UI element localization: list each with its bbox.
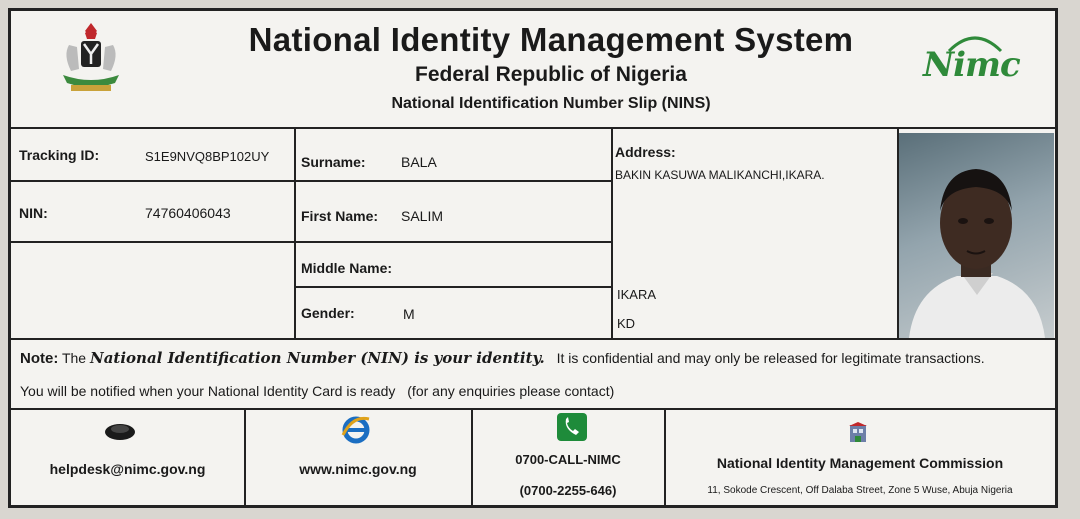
phone-digits: (0700-2255-646) — [519, 483, 617, 498]
note-emphasis: National Identification Number (NIN) is your identity. — [89, 349, 545, 367]
building-icon — [847, 421, 869, 443]
page-title: National Identity Management System — [248, 21, 854, 58]
gender-label: Gender: — [301, 305, 355, 321]
logo-text: Nimc — [923, 45, 1020, 85]
surname-value: BALA — [401, 154, 437, 170]
slip-header — [11, 11, 1055, 129]
note-enquiries: (for any enquiries please contact) — [407, 383, 615, 399]
divider — [294, 127, 296, 339]
address-line: BAKIN KASUWA MALIKANCHI,IKARA. — [615, 168, 825, 182]
address-state: KD — [617, 316, 636, 331]
address-label: Address: — [615, 144, 676, 160]
tracking-id-label: Tracking ID: — [19, 147, 100, 163]
first-name-value: SALIM — [401, 208, 444, 224]
mail-icon — [103, 421, 137, 441]
tracking-id-value: S1E9NVQ8BP102UY — [145, 149, 270, 164]
divider — [11, 408, 1055, 410]
nin-label: NIN: — [19, 205, 48, 221]
divider — [11, 180, 611, 182]
page-subtitle: Federal Republic of Nigeria — [415, 63, 687, 86]
note-label: Note: — [20, 350, 59, 367]
nin-slip — [8, 8, 1058, 508]
note-rest: It is confidential and may only be released for legitimate transactions. — [556, 350, 985, 366]
website-link[interactable]: www.nimc.gov.ng — [299, 461, 417, 477]
phone-icon — [557, 413, 587, 441]
nimc-logo-icon — [923, 31, 1020, 91]
note-prefix: The — [61, 350, 87, 366]
org-name: National Identity Management Commission — [716, 455, 1004, 471]
divider — [611, 127, 613, 339]
divider — [295, 286, 611, 288]
web-browser-icon — [341, 415, 371, 445]
note-notify: You will be notified when your National Identity Card is ready — [20, 383, 396, 399]
divider — [11, 241, 611, 243]
note-line-2 — [20, 383, 614, 399]
note-line — [20, 349, 985, 367]
slip-name: National Identification Number Slip (NINS) — [391, 95, 711, 112]
divider — [244, 408, 246, 508]
holder-photo — [899, 133, 1054, 338]
nin-value: 74760406043 — [145, 205, 231, 221]
helpdesk-email-link[interactable]: helpdesk@nimc.gov.ng — [49, 461, 206, 477]
address-lga: IKARA — [617, 287, 657, 302]
org-address: 11, Sokode Crescent, Off Dalaba Street, Zone 5 Wuse, Abuja Nigeria — [707, 485, 1013, 496]
gender-value: M — [403, 306, 415, 322]
middle-name-label: Middle Name: — [301, 260, 393, 276]
surname-label: Surname: — [301, 154, 366, 170]
first-name-label: First Name: — [301, 208, 379, 224]
phone-words-link[interactable]: 0700-CALL-NIMC — [515, 452, 621, 467]
